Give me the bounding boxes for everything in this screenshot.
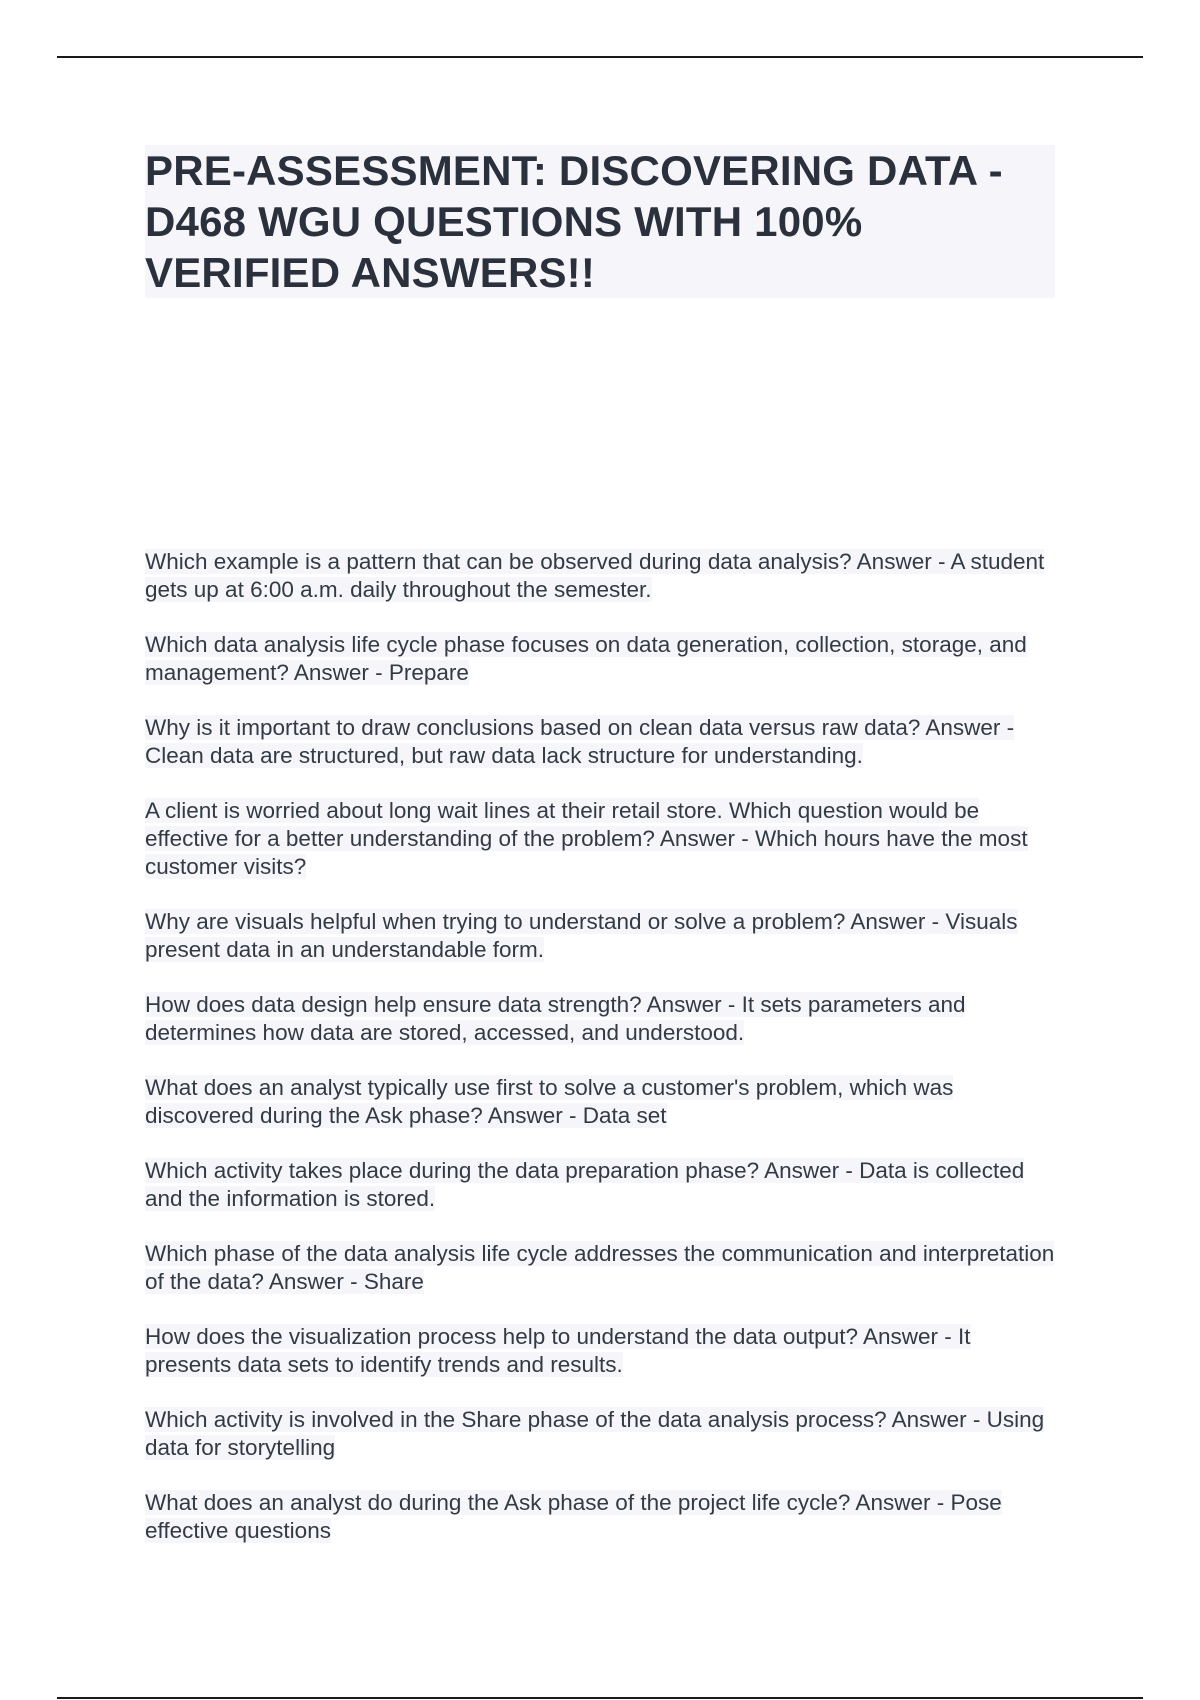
qa-text: How does the visualization process help to understand the data output? Answer - It presents data sets to identify trends and results. bbox=[145, 1324, 971, 1377]
qa-item bbox=[145, 631, 1055, 687]
top-divider bbox=[57, 56, 1143, 58]
qa-item bbox=[145, 1074, 1055, 1130]
qa-item bbox=[145, 1489, 1055, 1545]
qa-item bbox=[145, 991, 1055, 1047]
qa-item bbox=[145, 1323, 1055, 1379]
qa-text: What does an analyst typically use first to solve a customer's problem, which was discovered during the Ask phase? Answer - Data set bbox=[145, 1075, 954, 1128]
qa-text: Which activity is involved in the Share phase of the data analysis process? Answer - Using data for storytelling bbox=[145, 1407, 1045, 1460]
qa-text: Why are visuals helpful when trying to understand or solve a problem? Answer - Visuals present data in an understandable form. bbox=[145, 909, 1018, 962]
qa-item bbox=[145, 797, 1055, 881]
qa-text: Which data analysis life cycle phase focuses on data generation, collection, storage, and management? Answer - Prepare bbox=[145, 632, 1027, 685]
title-block bbox=[145, 145, 1055, 298]
qa-list bbox=[145, 548, 1055, 1572]
document-title: PRE-ASSESSMENT: DISCOVERING DATA - D468 WGU QUESTIONS WITH 100% VERIFIED ANSWERS!! bbox=[145, 147, 1003, 296]
qa-item bbox=[145, 1157, 1055, 1213]
qa-text: A client is worried about long wait lines at their retail store. Which question would be effective for a better understanding of the problem? Answer - Which hours have the most customer visits? bbox=[145, 798, 1028, 879]
qa-text: What does an analyst do during the Ask phase of the project life cycle? Answer - Pose effective questions bbox=[145, 1490, 1002, 1543]
qa-item bbox=[145, 1406, 1055, 1462]
qa-item bbox=[145, 1240, 1055, 1296]
qa-text: Which phase of the data analysis life cycle addresses the communication and interpretation of the data? Answer - Share bbox=[145, 1241, 1055, 1294]
qa-item bbox=[145, 548, 1055, 604]
qa-item bbox=[145, 908, 1055, 964]
qa-text: How does data design help ensure data strength? Answer - It sets parameters and determines how data are stored, accessed, and understood. bbox=[145, 992, 966, 1045]
qa-text: Which activity takes place during the data preparation phase? Answer - Data is collected and the information is stored. bbox=[145, 1158, 1025, 1211]
bottom-divider bbox=[57, 1697, 1143, 1699]
qa-text: Why is it important to draw conclusions based on clean data versus raw data? Answer - Clean data are structured, but raw data lack structure for understanding. bbox=[145, 715, 1015, 768]
qa-item bbox=[145, 714, 1055, 770]
qa-text: Which example is a pattern that can be observed during data analysis? Answer - A student gets up at 6:00 a.m. daily throughout the semester. bbox=[145, 549, 1045, 602]
